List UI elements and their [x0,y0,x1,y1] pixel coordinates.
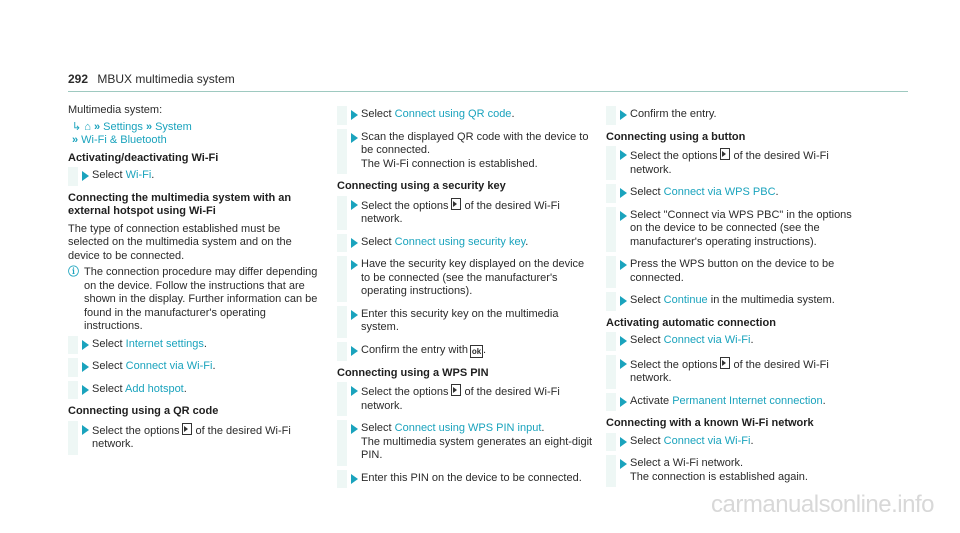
link-wifi[interactable]: Wi-Fi [125,169,152,181]
step: Scan the displayed QR code with the device to be connected. The Wi-Fi connection is established. [337,131,593,172]
link-wps-pin[interactable]: Connect using WPS PIN input [394,422,542,434]
step-arrow-icon [82,340,89,350]
step-arrow-icon [620,150,627,160]
step: Have the security key displayed on the device to be connected (see the manufacturer's operating instructions). [337,258,593,299]
step-arrow-icon [620,359,627,369]
heading-activating-wifi: Activating/deactivating Wi-Fi [68,151,219,164]
ok-icon: ok [471,346,482,356]
home-icon: ⌂ [84,120,91,133]
header-divider [68,91,908,92]
step: Select Wi-Fi. [68,169,324,183]
step-arrow-icon [620,110,627,120]
heading-automatic-connection: Activating automatic connection [606,316,776,329]
step-arrow-icon [620,188,627,198]
step: Enter this PIN on the device to be connected. [337,472,593,486]
step-arrow-icon [351,200,358,210]
step-arrow-icon [351,260,358,270]
step-arrow-icon [620,459,627,469]
double-chevron-icon: » [94,120,101,133]
link-connect-via-wifi[interactable]: Connect via Wi-Fi [663,434,751,447]
step-arrow-icon [620,296,627,306]
step: Select Connect via Wi-Fi. [606,435,862,449]
step-arrow-icon [351,133,358,143]
step: Select Connect using WPS PIN input. The multimedia system generates an eight-digit PIN. [337,422,593,463]
step: Press the WPS button on the device to be connected. [606,258,862,285]
intro-text: Multimedia system: [68,104,163,116]
note: ⓘ The connection procedure may differ depending on the device. Follow the instructions that are shown in the display. Further information can be found in the manufacturer's operating instructions. [68,266,318,332]
double-chevron-icon: » [145,120,153,133]
menu-path-2 [72,134,324,148]
column-1 [68,104,324,461]
step: Select Continue in the multimedia system. [606,294,862,308]
step-arrow-icon [620,437,627,447]
step: Select the options of the desired Wi-Fi network. [606,148,862,177]
column-3 [606,104,862,493]
body-text: The type of connection established must be selected on the multimedia system and on the device to be connected. [68,222,292,262]
step: Activate Permanent Internet connection. [606,395,862,409]
step-arrow-icon [620,397,627,407]
step: Select the options of the desired Wi-Fi network. [337,198,593,227]
link-security-key[interactable]: Connect using security key [394,235,526,248]
link-internet-settings[interactable]: Internet settings [125,337,204,350]
step-arrow-icon [351,110,358,120]
link-continue[interactable]: Continue [663,294,708,306]
link-connect-via-wifi[interactable]: Connect via Wi-Fi [663,334,751,346]
step: Select the options of the desired Wi-Fi network. [606,357,862,386]
watermark: carmanualsonline.info [711,491,934,518]
step: Confirm the entry with ok . [337,344,593,358]
link-connect-qr[interactable]: Connect using QR code [394,108,512,120]
heading-qr-code: Connecting using a QR code [68,405,219,417]
step-arrow-icon [351,238,358,248]
link-permanent-internet[interactable]: Permanent Internet connection [672,394,823,407]
heading-external-hotspot: Connecting the multimedia system with an external hotspot using Wi-Fi [68,191,292,217]
heading-security-key: Connecting using a security key [337,180,506,192]
step-arrow-icon [82,362,89,372]
heading-wps-pin: Connecting using a WPS PIN [337,366,489,379]
step-arrow-icon [351,474,358,484]
options-icon [182,423,192,435]
step: Select the options of the desired Wi-Fi network. [337,384,593,413]
step: Select a Wi-Fi network. The connection is established again. [606,457,862,484]
link-connect-via-wifi[interactable]: Connect via Wi-Fi [125,360,213,372]
page-header [68,72,235,86]
step: Select "Connect via WPS PBC" in the options on the device to be connected (see the manufacturer's operating instructions). [606,209,862,250]
options-icon [720,357,730,369]
link-wps-pbc[interactable]: Connect via WPS PBC [663,186,776,198]
step: Confirm the entry. [606,108,862,122]
double-chevron-icon: » [72,134,79,146]
step-arrow-icon [351,310,358,320]
step-arrow-icon [620,211,627,221]
heading-known-network: Connecting with a known Wi-Fi network [606,417,814,429]
step-arrow-icon [351,346,358,356]
step: Enter this security key on the multimedia system. [337,308,593,335]
heading-button: Connecting using a button [606,130,746,143]
step: Select Connect using security key. [337,236,593,250]
step-arrow-icon [82,171,89,181]
step-arrow-icon [82,425,89,435]
step-arrow-icon [351,424,358,434]
step: Select Internet settings. [68,338,324,352]
step: Select the options of the desired Wi-Fi network. [68,423,324,452]
path-wifi-bluetooth: Wi-Fi & Bluetooth [81,134,167,146]
page-header-title: MBUX multimedia system [97,72,235,86]
step: Select Connect via Wi-Fi. [606,334,862,348]
step: Select Add hotspot. [68,383,324,397]
step-arrow-icon [620,260,627,270]
info-icon: ⓘ [68,266,79,278]
path-settings: Settings [103,120,143,133]
path-arrow-icon: ↳ [72,120,82,133]
step: Select Connect via Wi-Fi. [68,360,324,374]
page-number: 292 [68,72,89,86]
step-arrow-icon [82,385,89,395]
step: Select Connect via WPS PBC. [606,186,862,200]
column-2 [337,104,593,494]
link-add-hotspot[interactable]: Add hotspot [125,382,184,395]
options-icon [720,148,730,160]
options-icon [451,384,461,396]
step-arrow-icon [620,336,627,346]
step: Select Connect using QR code. [337,108,593,122]
step-arrow-icon [351,386,358,396]
path-system: System [155,120,192,133]
options-icon [451,198,461,210]
menu-path [72,121,324,135]
